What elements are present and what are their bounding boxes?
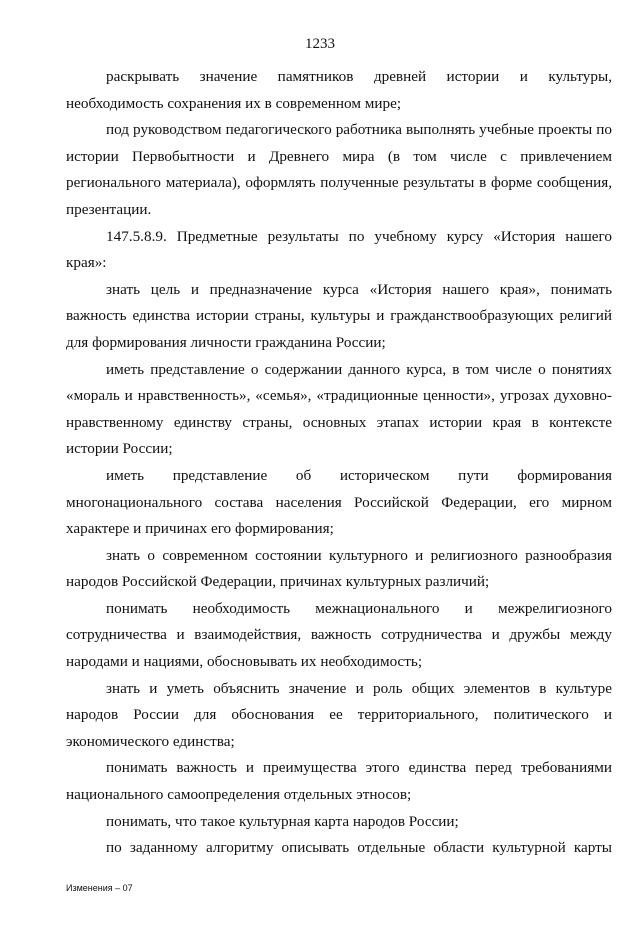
paragraph: раскрывать значение памятников древней истории и культуры, необходимость сохранения их в современном мире; [66, 68, 612, 112]
paragraph: понимать, что такое культурная карта народов России; [106, 812, 459, 830]
document-body [66, 64, 612, 862]
paragraph: знать о современном состоянии культурного и религиозного разнообразия народов Российской Федерации, причинах культурных различий; [66, 546, 612, 591]
section-heading-paragraph: 147.5.8.9. Предметные результаты по учебному курсу «История нашего края»: [66, 227, 612, 272]
paragraph: иметь представление об историческом пути формирования многонационального состава населения Российской Федерации, его мирном характере и причинах его формирования; [66, 466, 612, 538]
page-number: 1233 [305, 36, 335, 52]
paragraph-continued: по заданному алгоритму описывать отдельные области культурной карты [106, 839, 612, 857]
footer-revision-note: Изменения – 07 [66, 883, 133, 893]
paragraph: знать цель и предназначение курса «История нашего края», понимать важность единства истории страны, культуры и гражданствообразующих религий для формирования личности гражданина России; [66, 280, 612, 351]
paragraph: понимать важность и преимущества этого единства перед требованиями национального самоопределения отдельных этносов; [66, 759, 612, 804]
paragraph: понимать необходимость межнационального и межрелигиозного сотрудничества и взаимодействия, важность сотрудничества и дружбы между народами и нациями, обосновывать их необходимость; [66, 599, 612, 671]
paragraph: иметь представление о содержании данного курса, в том числе о понятиях «мораль и нравственность», «семья», «традиционные ценности», угрозах духовно-нравственному единству страны, основных этапах истории края в контексте истории России; [66, 360, 612, 458]
paragraph: под руководством педагогического работника выполнять учебные проекты по истории Первобытности и Древнего мира (в том числе с привлечением регионального материала), оформлять полученные результаты в форме сообщения, презентации. [66, 121, 612, 218]
paragraph: знать и уметь объяснить значение и роль общих элементов в культуре народов России для обоснования ее территориального, политического и экономического единства; [66, 679, 612, 750]
